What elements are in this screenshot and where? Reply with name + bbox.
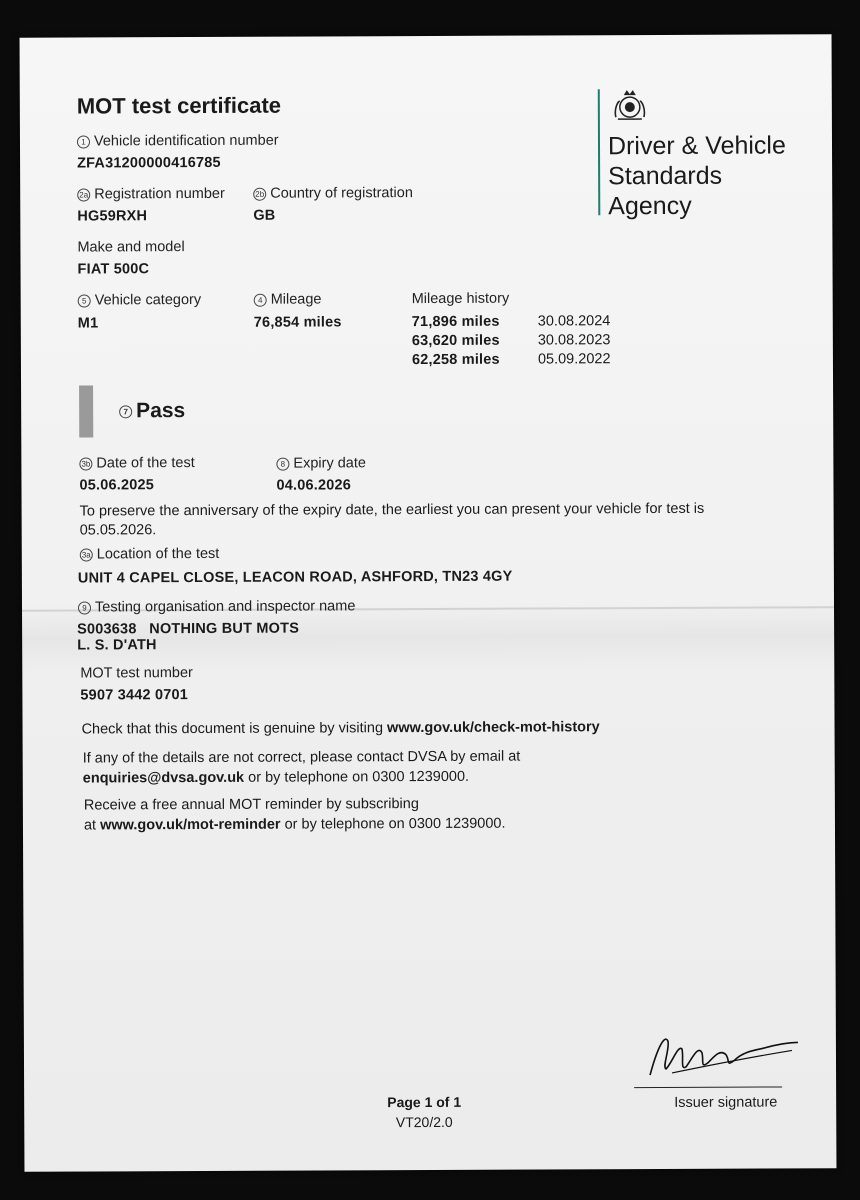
category-label-text: Vehicle category: [94, 291, 202, 309]
country-label: [253, 185, 413, 202]
certificate-paper: [20, 34, 837, 1172]
expiry-label: [276, 455, 366, 471]
field-number: 7: [119, 405, 132, 418]
vin-label-text: Vehicle identification number: [93, 132, 279, 150]
anniversary-note: To preserve the anniversary of the expiry date, the earliest you can present your vehicle for test is 05.05.2026.: [79, 500, 705, 539]
agency-name-line: Standards: [608, 161, 723, 191]
history-miles: 63,620 miles: [411, 332, 500, 350]
signature-line: [634, 1086, 782, 1088]
agency-name: [608, 130, 786, 221]
test-date-value: 05.06.2025: [79, 477, 155, 494]
result-status: [119, 399, 185, 423]
field-number: 9: [78, 601, 91, 614]
category-value: M1: [77, 315, 99, 332]
check-text: Check that this document is genuine by visiting: [81, 720, 388, 738]
make-value: FIAT 500C: [77, 261, 150, 278]
issuer-signature-scribble: [642, 1022, 802, 1087]
mileage-label: [254, 291, 322, 307]
field-number: 5: [78, 294, 91, 307]
reminder-paragraph: [84, 794, 506, 836]
history-date: 30.08.2023: [537, 332, 611, 349]
vin-value: ZFA31200000416785: [77, 154, 221, 172]
result-bar: [79, 385, 93, 437]
org-label-text: Testing organisation and inspector name: [94, 598, 356, 616]
reminder-line: Receive a free annual MOT reminder by subscribing: [83, 796, 419, 814]
agency-logo-bar: [598, 89, 601, 215]
reminder-url: www.gov.uk/mot-reminder: [100, 816, 281, 834]
certificate-title: MOT test certificate: [76, 92, 282, 119]
inspector-name: L. S. D'ATH: [77, 637, 157, 654]
contact-email: enquiries@dvsa.gov.uk: [82, 769, 245, 787]
field-number: 3b: [79, 457, 92, 470]
field-number: 4: [254, 293, 267, 306]
form-code: VT20/2.0: [395, 1113, 453, 1131]
field-number: 2a: [77, 188, 90, 201]
location-value: UNIT 4 CAPEL CLOSE, LEACON ROAD, ASHFORD, TN23 4GY: [77, 568, 513, 587]
org-label: [78, 598, 355, 615]
agency-name-line: Driver & Vehicle: [607, 131, 786, 161]
test-number-value: 5907 3442 0701: [80, 687, 189, 704]
field-number: 3a: [80, 548, 93, 561]
field-number: 2b: [253, 187, 266, 200]
org-value: S003638 NOTHING BUT MOTS: [77, 620, 300, 638]
field-number: 8: [276, 457, 289, 470]
expiry-value: 04.06.2026: [276, 477, 352, 494]
agency-name-line: Agency: [608, 191, 692, 221]
country-label-text: Country of registration: [270, 185, 413, 202]
contact-rest: or by telephone on 0300 1239000.: [244, 768, 470, 786]
reg-label-text: Registration number: [94, 185, 225, 203]
history-date: 05.09.2022: [537, 351, 611, 368]
reminder-rest: or by telephone on 0300 1239000.: [280, 815, 506, 833]
contact-line: [83, 767, 521, 789]
check-paragraph: [82, 719, 600, 737]
history-miles: 62,258 miles: [411, 351, 500, 369]
test-date-label: [79, 455, 194, 472]
country-value: GB: [253, 207, 276, 224]
make-label: Make and model: [77, 239, 185, 256]
history-miles: 71,896 miles: [411, 313, 500, 331]
field-number: 1: [77, 135, 90, 148]
result-text: Pass: [136, 399, 186, 423]
location-label-text: Location of the test: [96, 545, 220, 563]
location-label: [80, 546, 220, 563]
signature-label: Issuer signature: [674, 1094, 778, 1111]
check-url: www.gov.uk/check-mot-history: [386, 719, 600, 737]
page-indicator: Page 1 of 1: [387, 1093, 462, 1111]
royal-crest-icon: [610, 87, 650, 123]
reg-value: HG59RXH: [77, 208, 148, 225]
page-footer: [364, 1092, 484, 1133]
test-number-label: MOT test number: [80, 665, 193, 682]
contact-paragraph: [83, 747, 521, 789]
test-date-label-text: Date of the test: [96, 455, 195, 472]
contact-line: If any of the details are not correct, please contact DVSA by email at: [82, 748, 521, 767]
history-date: 30.08.2024: [537, 313, 611, 330]
reg-label: [77, 186, 225, 203]
mileage-label-text: Mileage: [270, 291, 322, 308]
mileage-history-list: [412, 313, 638, 368]
vin-label: [77, 133, 279, 150]
mileage-value: 76,854 miles: [253, 314, 342, 331]
reminder-line: [84, 814, 506, 836]
history-label: Mileage history: [411, 290, 510, 308]
expiry-label-text: Expiry date: [293, 455, 366, 472]
reminder-at: at: [83, 817, 101, 834]
category-label: [78, 292, 201, 309]
